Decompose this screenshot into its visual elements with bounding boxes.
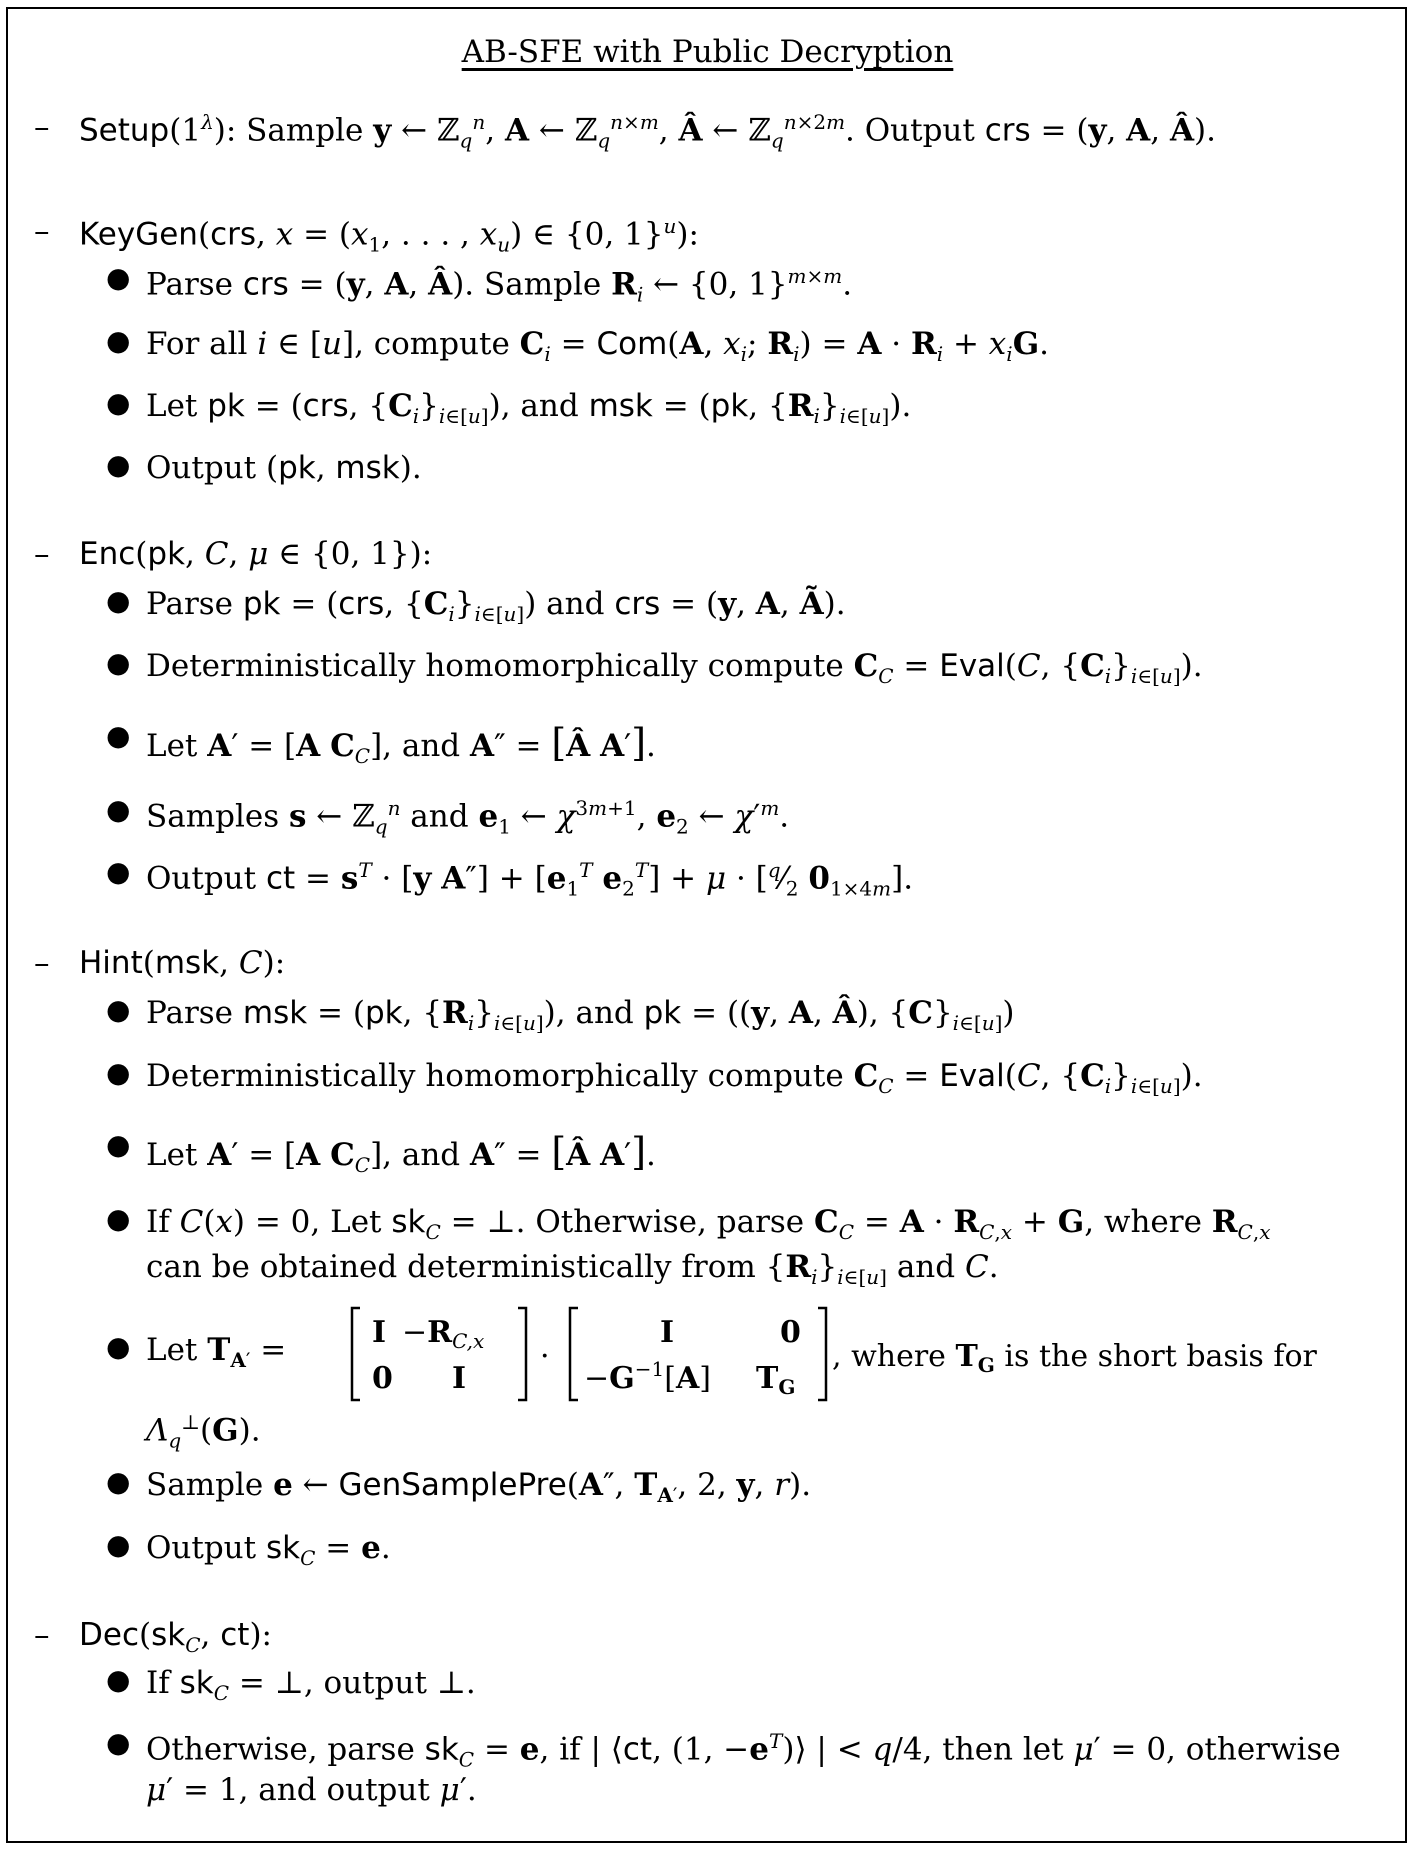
svg-text:I: I [660,1315,675,1350]
svg-text:TG: $T_G$ [756,1361,796,1399]
hint-bullet-4b: can be obtained deterministically from $\{R_i\}_{i\in[u]}$ and C. [146,1249,999,1290]
svg-text:−RC,x: $-R_{C,x}$ [402,1315,485,1353]
svg-text:0: 0 [372,1361,393,1396]
keygen-header: – KeyGen(crs, $x = (x_1$, . . . , $x_u$) ∈ {0, 1}$^u$): [34,213,699,257]
setup-header: $Setup(1^\lambda)$: Sample y ← ℤ$_q^n$, A ← ℤ$_q^{n\times m}$, Â ← ℤ$_q^{n\times 2m}$. Output crs = (y, A, Â). [79,110,1216,153]
svg-text:−G−1[A]: $-G^{-1}[A]$ [584,1357,711,1396]
svg-text:, where TG is the short basis: , where $T_G$ is the short basis for [832,1339,1317,1377]
svg-text:·: · [540,1339,550,1374]
basis-matrices [350,1306,1410,1402]
enc-header: – Enc(pk, C, μ ∈ {0, 1}): [34,536,433,572]
figure-title: AB-SFE with Public Decryption [461,34,954,70]
svg-text:0: 0 [780,1315,801,1350]
dec-header: – $Dec(sk_C$, ct): [34,1617,272,1658]
svg-text:I: I [452,1361,467,1396]
hint-header: – Hint(msk, C): [34,945,286,981]
dec-bullet-2b: μ′ = 1, and output μ′. [146,1772,477,1808]
svg-text:I: I [372,1315,387,1350]
setup-line: – $Setup(1^\lambda)$: Sample y ← ℤ$_q^n$, A ← ℤ$_q^{n\times m}$, Â ← ℤ$_q^{n\times 2m}$. Output crs = (y, A, Â). [34,109,1216,153]
hint-bullet-5b: $\Lambda_q^\perp(G)$. [146,1410,261,1453]
